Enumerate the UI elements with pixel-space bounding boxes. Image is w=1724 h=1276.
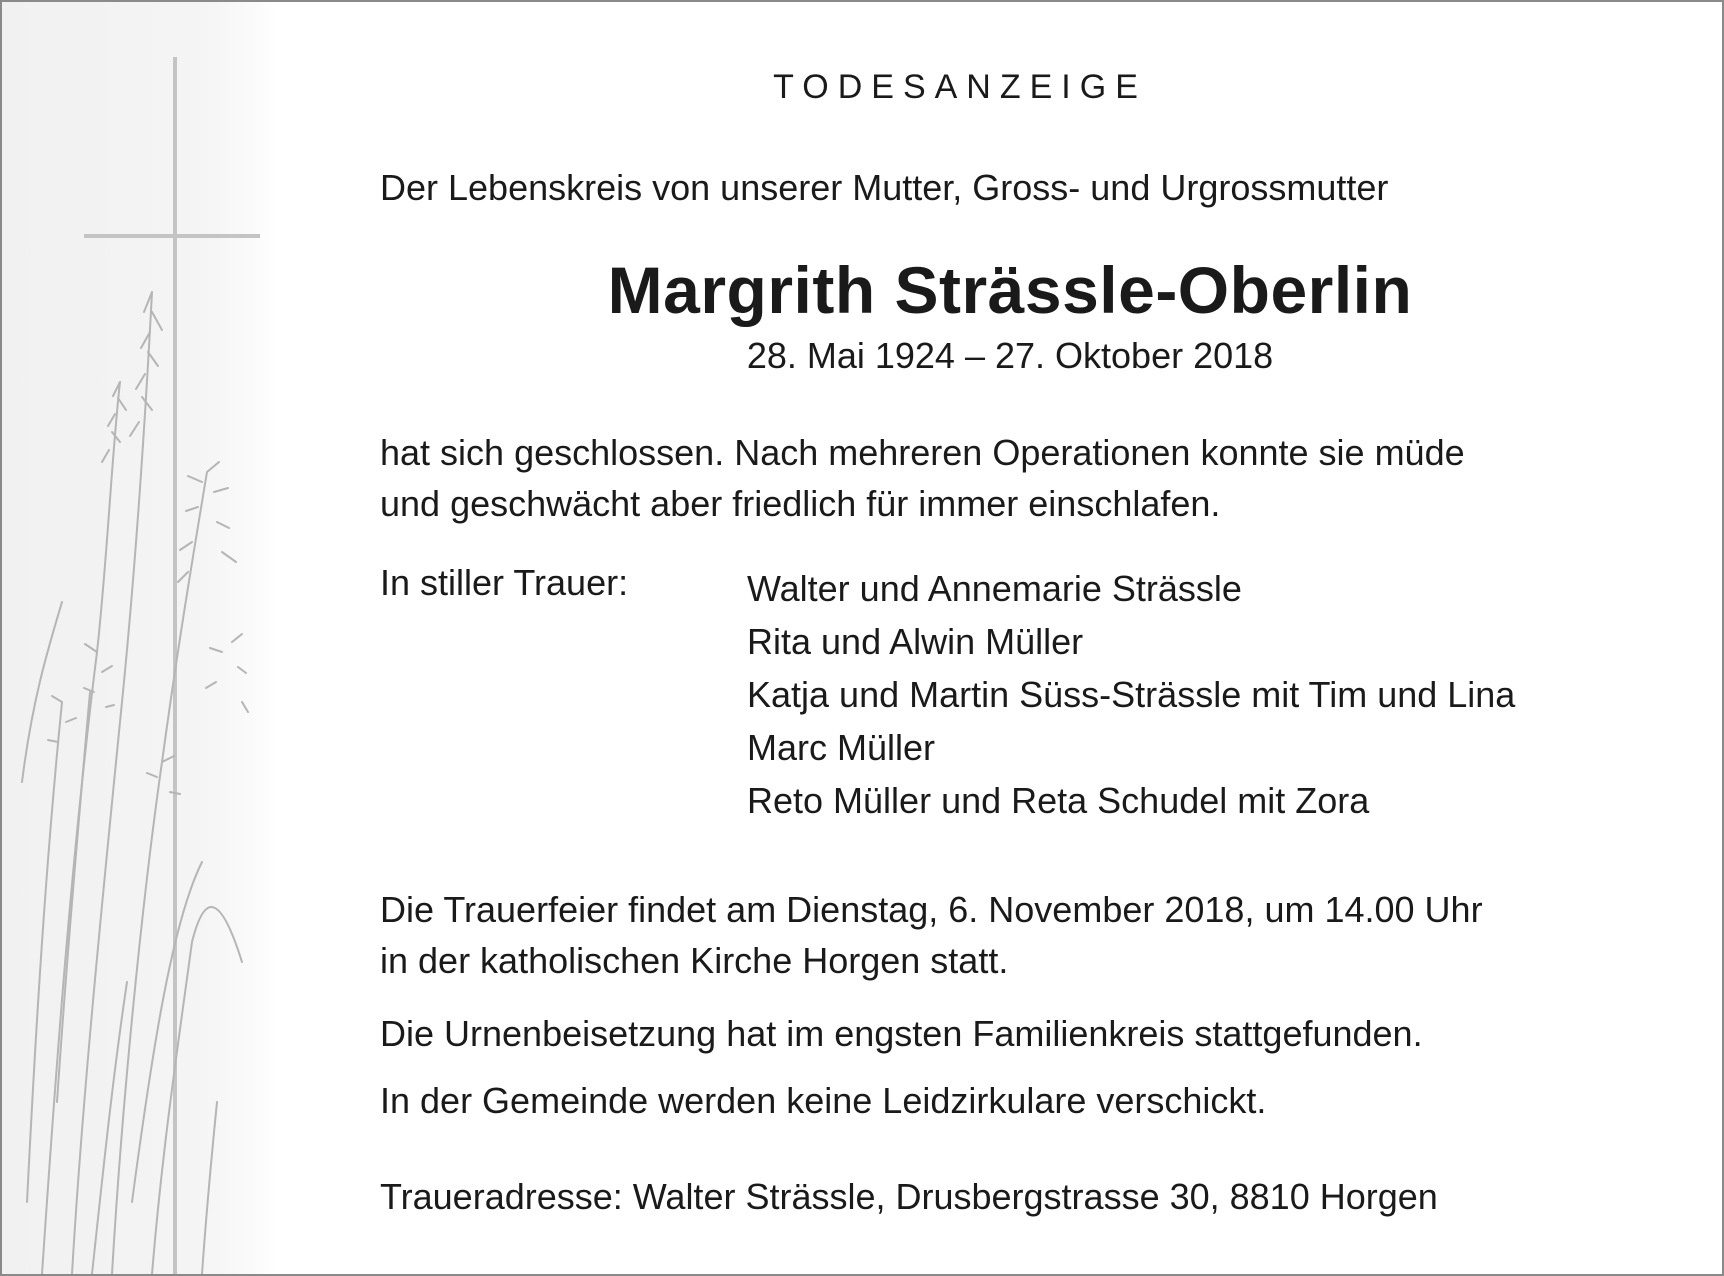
decorative-strip	[2, 2, 277, 1274]
intro-text: Der Lebenskreis von unserer Mutter, Gross- und Urgrossmutter	[380, 167, 1389, 208]
ceremony-line: in der katholischen Kirche Horgen statt.	[380, 940, 1009, 981]
closing-line: und geschwächt aber friedlich für immer einschlafen.	[380, 483, 1221, 524]
closing-line: hat sich geschlossen. Nach mehreren Operationen konnte sie müde	[380, 432, 1465, 473]
grass-illustration	[22, 292, 248, 1274]
life-dates: 28. Mai 1924 – 27. Oktober 2018	[746, 335, 1274, 376]
mourner-item: Katja und Martin Süss-Strässle mit Tim und Lina	[747, 674, 1516, 715]
mourning-label: In stiller Trauer:	[380, 562, 629, 603]
deceased-name: Margrith Strässle-Oberlin	[607, 253, 1413, 327]
mourner-item: Rita und Alwin Müller	[747, 621, 1084, 662]
mourner-item: Reto Müller und Reta Schudel mit Zora	[747, 780, 1370, 821]
ceremony-paragraph	[380, 884, 1483, 986]
closing-paragraph	[380, 427, 1465, 529]
mourner-item: Walter und Annemarie Strässle	[747, 568, 1242, 609]
urn-paragraph: Die Urnenbeisetzung hat im engsten Familienkreis stattgefunden.	[380, 1013, 1423, 1054]
notice-heading: TODESANZEIGE	[773, 68, 1147, 106]
notice-content	[380, 2, 1680, 1274]
no-circulars-paragraph: In der Gemeinde werden keine Leidzirkulare verschickt.	[380, 1080, 1267, 1121]
address-paragraph: Traueradresse: Walter Strässle, Drusbergstrasse 30, 8810 Horgen	[380, 1176, 1438, 1217]
ceremony-line: Die Trauerfeier findet am Dienstag, 6. November 2018, um 14.00 Uhr	[380, 889, 1483, 930]
mourners-list	[747, 562, 1515, 827]
mourner-item: Marc Müller	[747, 727, 936, 768]
